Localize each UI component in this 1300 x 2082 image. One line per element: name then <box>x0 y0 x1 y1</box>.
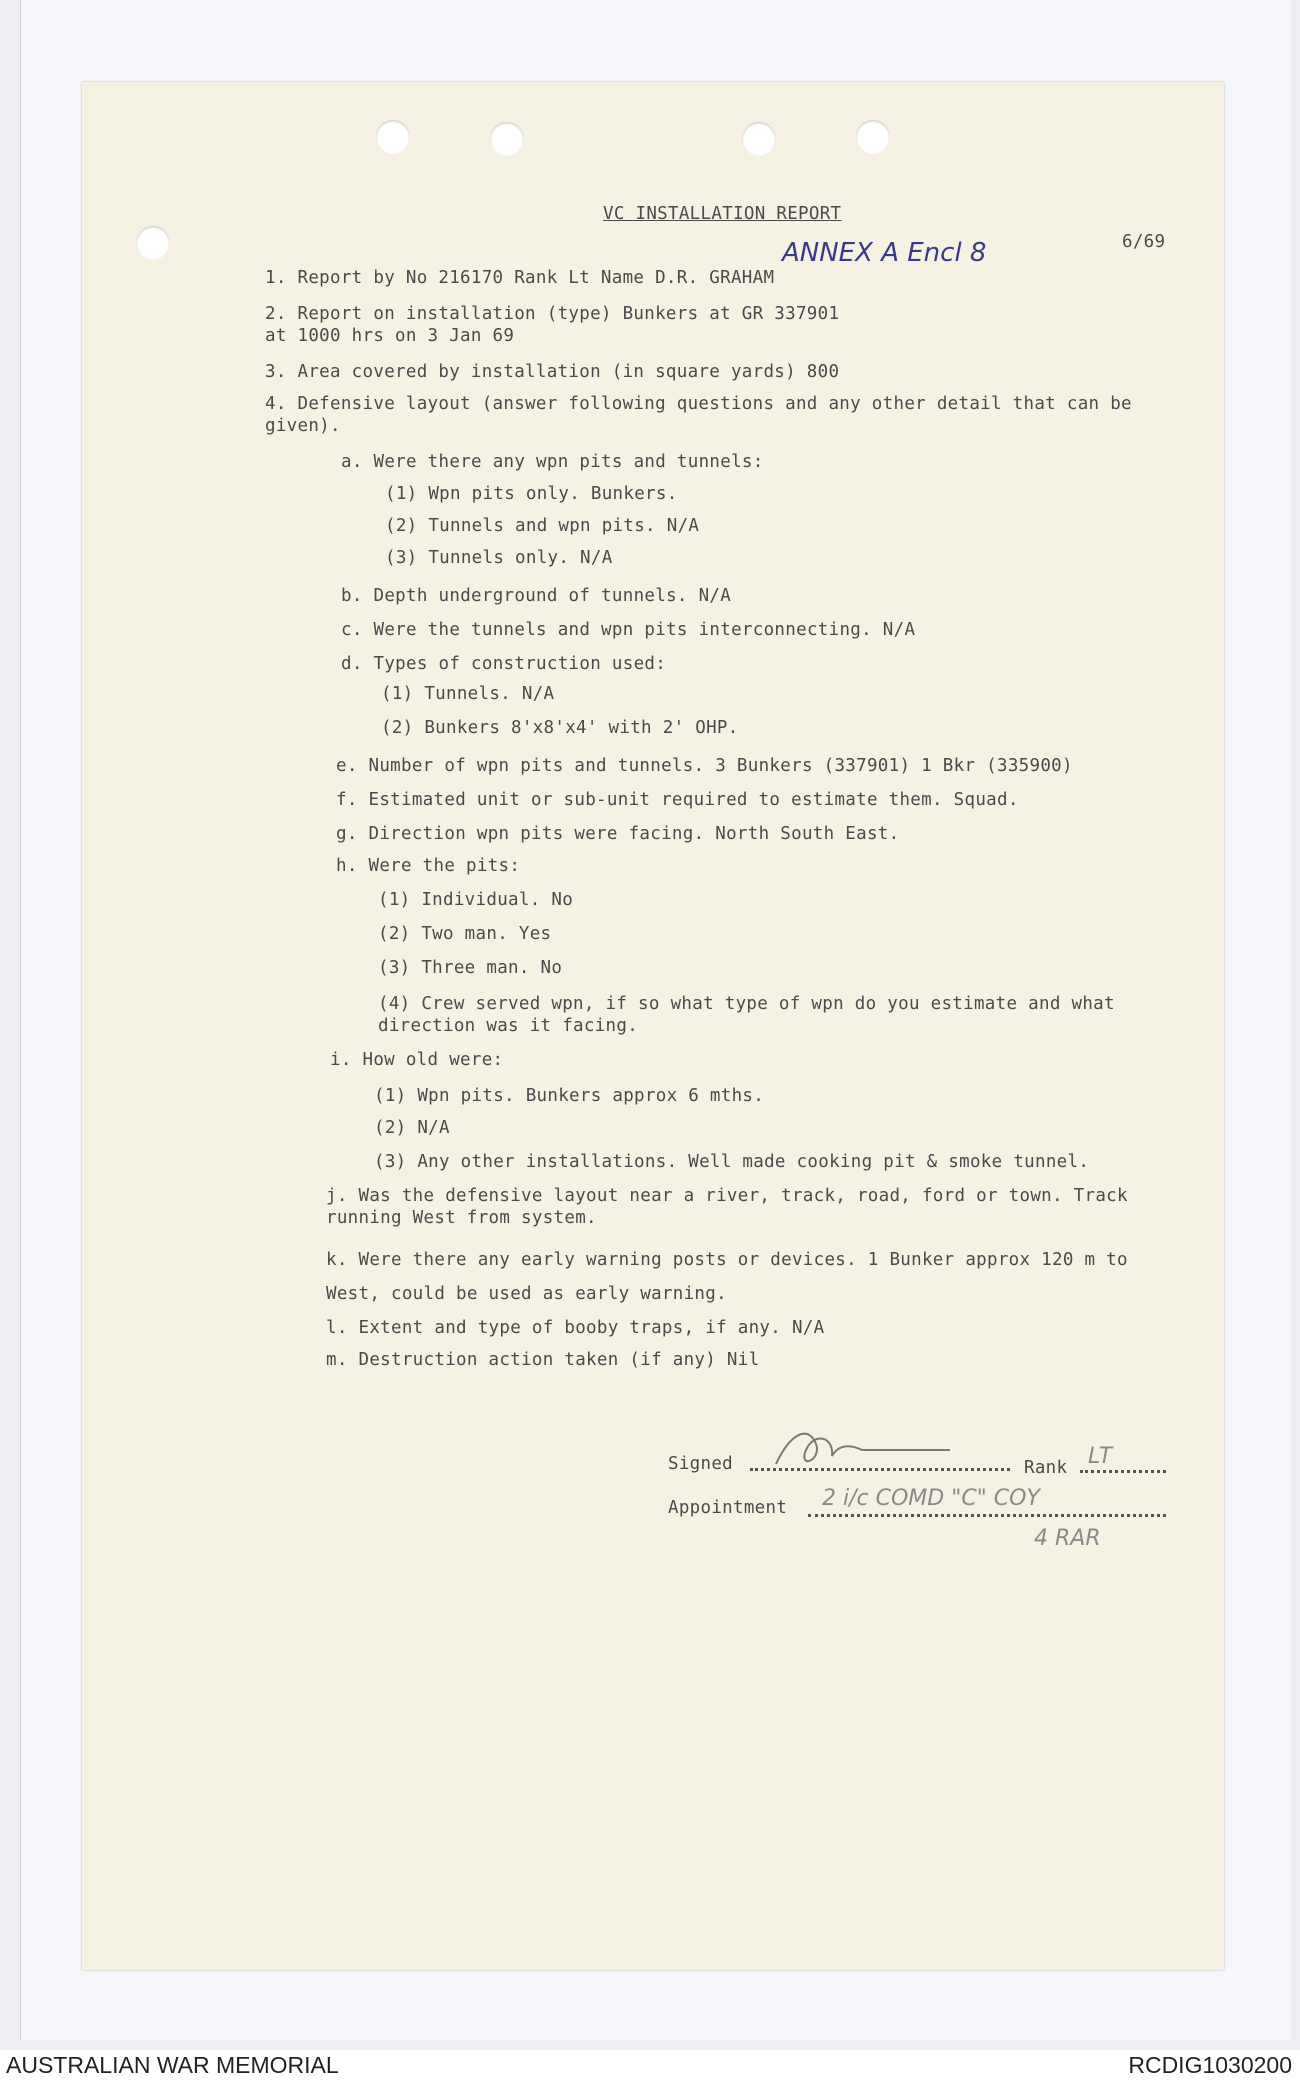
item-2-cont: at 1000 hrs on 3 Jan 69 <box>265 326 515 346</box>
item-1: 1. Report by No 216170 Rank Lt Name D.R. GRAHAM <box>265 268 775 288</box>
item-4l: l. Extent and type of booby traps, if any. N/A <box>326 1318 825 1338</box>
item-4h-4: (4) Crew served wpn, if so what type of wpn do you estimate and what <box>378 994 1115 1014</box>
item-4m: m. Destruction action taken (if any) Nil <box>326 1350 760 1370</box>
item-4-cont: given). <box>265 416 341 436</box>
item-4j-cont: running West from system. <box>326 1208 597 1228</box>
signed-label: Signed <box>668 1454 734 1474</box>
footer-source: AUSTRALIAN WAR MEMORIAL <box>6 2052 339 2078</box>
item-4k-cont: West, could be used as early warning. <box>326 1284 727 1304</box>
punch-hole <box>856 120 890 154</box>
item-4i: i. How old were: <box>330 1050 504 1070</box>
item-4a-1: (1) Wpn pits only. Bunkers. <box>385 484 678 504</box>
item-4b: b. Depth underground of tunnels. N/A <box>341 586 732 606</box>
item-2: 2. Report on installation (type) Bunkers at GR 337901 <box>265 304 840 324</box>
item-4j: j. Was the defensive layout near a river, track, road, ford or town. Track <box>326 1186 1128 1206</box>
appointment-unit: 4 RAR <box>1034 1526 1101 1551</box>
appointment-value: 2 i/c COMD "C" COY <box>822 1486 1040 1511</box>
item-4i-1: (1) Wpn pits. Bunkers approx 6 mths. <box>374 1086 765 1106</box>
rank-label: Rank <box>1024 1458 1068 1478</box>
appointment-label: Appointment <box>668 1498 788 1518</box>
appointment-line <box>808 1514 1166 1517</box>
punch-hole <box>136 226 170 260</box>
item-4h-3: (3) Three man. No <box>378 958 563 978</box>
item-4h-4-cont: direction was it facing. <box>378 1016 639 1036</box>
item-4h-1: (1) Individual. No <box>378 890 574 910</box>
rank-line <box>1080 1470 1166 1473</box>
item-4: 4. Defensive layout (answer following questions and any other detail that can be <box>265 394 1132 414</box>
signature <box>770 1420 960 1476</box>
reference-number: 6/69 <box>1122 232 1166 252</box>
punch-hole <box>376 120 410 154</box>
item-4g: g. Direction wpn pits were facing. North South East. <box>336 824 900 844</box>
rank-value: LT <box>1088 1444 1113 1469</box>
item-4d: d. Types of construction used: <box>341 654 667 674</box>
annex-annotation: ANNEX A Encl 8 <box>782 238 987 268</box>
report-title: VC INSTALLATION REPORT <box>603 204 842 224</box>
item-4h: h. Were the pits: <box>336 856 521 876</box>
footer-id: RCDIG1030200 <box>1128 2052 1292 2078</box>
item-4e: e. Number of wpn pits and tunnels. 3 Bunkers (337901) 1 Bkr (335900) <box>336 756 1073 776</box>
item-4a-2: (2) Tunnels and wpn pits. N/A <box>385 516 700 536</box>
item-4i-3: (3) Any other installations. Well made cooking pit & smoke tunnel. <box>374 1152 1090 1172</box>
item-4d-1: (1) Tunnels. N/A <box>381 684 555 704</box>
item-4h-2: (2) Two man. Yes <box>378 924 552 944</box>
item-3: 3. Area covered by installation (in square yards) 800 <box>265 362 840 382</box>
item-4f: f. Estimated unit or sub-unit required to estimate them. Squad. <box>336 790 1019 810</box>
item-4k: k. Were there any early warning posts or devices. 1 Bunker approx 120 m to <box>326 1250 1128 1270</box>
item-4d-2: (2) Bunkers 8'x8'x4' with 2' OHP. <box>381 718 739 738</box>
item-4a: a. Were there any wpn pits and tunnels: <box>341 452 764 472</box>
item-4c: c. Were the tunnels and wpn pits interconnecting. N/A <box>341 620 916 640</box>
item-4i-2: (2) N/A <box>374 1118 450 1138</box>
punch-hole <box>490 122 524 156</box>
item-4a-3: (3) Tunnels only. N/A <box>385 548 613 568</box>
punch-hole <box>742 122 776 156</box>
